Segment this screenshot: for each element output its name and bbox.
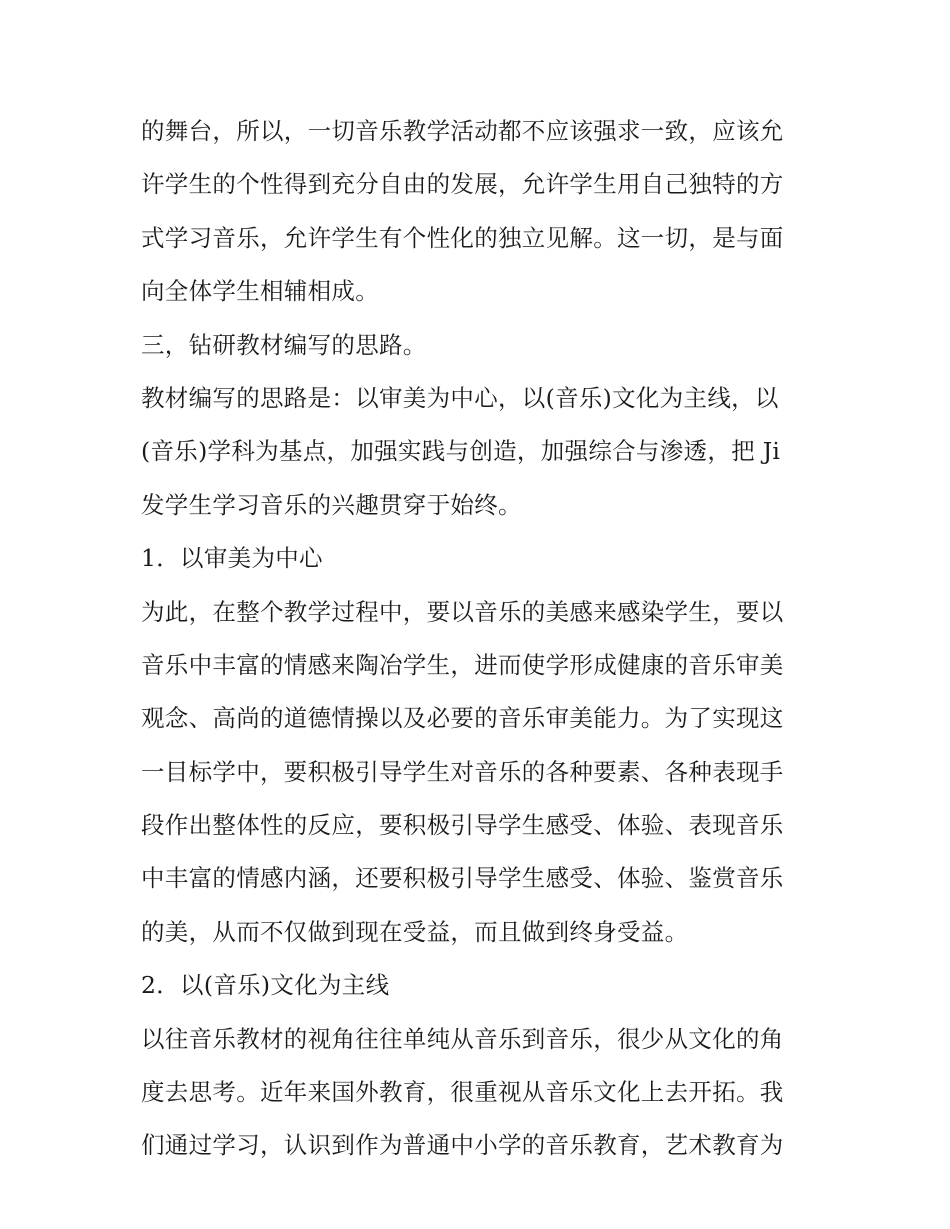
text-line: 式学习音乐，允许学生有个性化的独立见解。这一切，是与面 — [141, 223, 784, 252]
text-line: 观念、高尚的道德情操以及必要的音乐审美能力。为了实现这 — [141, 704, 784, 733]
text-line: 发学生学习音乐的兴趣贯穿于始终。 — [141, 490, 522, 519]
text-line: 的舞台，所以，一切音乐教学活动都不应该强求一致，应该允 — [141, 117, 784, 145]
text-line: 为此，在整个教学过程中，要以音乐的美感来感染学生，要以 — [141, 597, 784, 626]
text-line: 许学生的个性得到充分自由的发展，允许学生用自己独特的方 — [141, 170, 784, 199]
text-line: 教材编写的思路是：以审美为中心，以(音乐)文化为主线，以 — [141, 383, 779, 412]
text-line: 们通过学习，认识到作为普通中小学的音乐教育，艺术教育为 — [141, 1131, 784, 1160]
text-line: 音乐中丰富的情感来陶冶学生，进而使学形成健康的音乐审美 — [141, 650, 784, 679]
text-line: (音乐)学科为基点，加强实践与创造，加强综合与渗透，把 Ji — [141, 437, 781, 466]
text-line: 一目标学中，要积极引导学生对音乐的各种要素、各种表现手 — [141, 757, 784, 786]
text-line: 度去思考。近年来国外教育，很重视从音乐文化上去开拓。我 — [141, 1078, 784, 1107]
document-body — [141, 110, 813, 1178]
text-line: 中丰富的情感内涵，还要积极引导学生感受、体验、鉴赏音乐 — [141, 864, 784, 893]
section-heading: 三，钻研教材编写的思路。 — [141, 330, 427, 359]
subsection-heading: 2．以(音乐)文化为主线 — [141, 971, 390, 1000]
subsection-heading: 1．以审美为中心 — [141, 544, 323, 573]
text-line: 向全体学生相辅相成。 — [141, 277, 379, 306]
text-line: 段作出整体性的反应，要积极引导学生感受、体验、表现音乐 — [141, 811, 784, 840]
text-line: 的美，从而不仅做到现在受益，而且做到终身受益。 — [141, 917, 689, 946]
text-line: 以往音乐教材的视角往往单纯从音乐到音乐，很少从文化的角 — [141, 1024, 784, 1053]
